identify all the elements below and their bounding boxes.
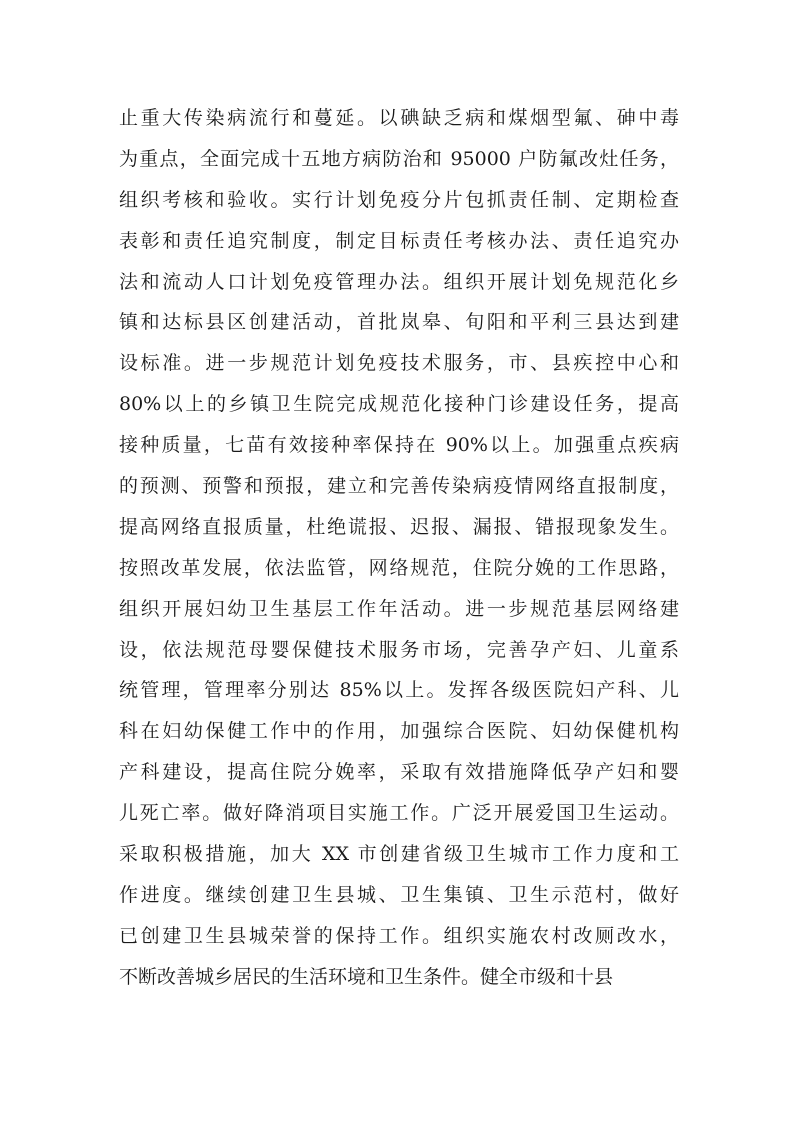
text-line: 作进度。继续创建卫生县城、卫生集镇、卫生示范村，做好 [119,883,679,906]
text-line: 提高网络直报质量，杜绝谎报、迟报、漏报、错报现象发生。 [119,515,679,538]
text-line: 儿死亡率。做好降消项目实施工作。广泛开展爱国卫生运动。 [119,802,679,825]
text-line: 的预测、预警和预报，建立和完善传染病疫情网络直报制度， [119,475,679,498]
text-line: 设，依法规范母婴保健技术服务市场，完善孕产妇、儿童系 [119,638,679,661]
text-line: 接种质量，七苗有效接种率保持在 90%以上。加强重点疾病 [119,434,679,457]
text-line: 统管理，管理率分别达 85%以上。发挥各级医院妇产科、儿 [119,679,679,702]
text-line: 采取积极措施，加大 XX 市创建省级卫生城市工作力度和工 [119,843,679,866]
text-line: 止重大传染病流行和蔓延。以碘缺乏病和煤烟型氟、砷中毒 [119,107,679,129]
text-line: 产科建设，提高住院分娩率，采取有效措施降低孕产妇和婴 [119,761,679,784]
text-line: 为重点，全面完成十五地方病防治和 95000 户防氟改灶任务， [119,147,679,170]
body-paragraph [119,98,679,998]
text-line: 科在妇幼保健工作中的作用，加强综合医院、妇幼保健机构 [119,720,679,743]
text-line: 设标准。进一步规范计划免疫技术服务，市、县疾控中心和 [119,352,679,375]
text-line: 法和流动人口计划免疫管理办法。组织开展计划免规范化乡 [119,270,679,293]
text-line: 组织开展妇幼卫生基层工作年活动。进一步规范基层网络建 [119,597,679,620]
text-line: 80%以上的乡镇卫生院完成规范化接种门诊建设任务，提高 [119,393,679,416]
text-line: 组织考核和验收。实行计划免疫分片包抓责任制、定期检查 [119,188,679,211]
text-line: 表彰和责任追究制度，制定目标责任考核办法、责任追究办 [119,229,679,252]
text-line: 已创建卫生县城荣誉的保持工作。组织实施农村改厕改水， [119,924,679,947]
text-line: 按照改革发展，依法监管，网络规范，住院分娩的工作思路， [119,556,679,579]
text-line: 镇和达标县区创建活动，首批岚皋、旬阳和平利三县达到建 [119,311,679,334]
text-line: 不断改善城乡居民的生活环境和卫生条件。健全市级和十县 [119,965,614,988]
